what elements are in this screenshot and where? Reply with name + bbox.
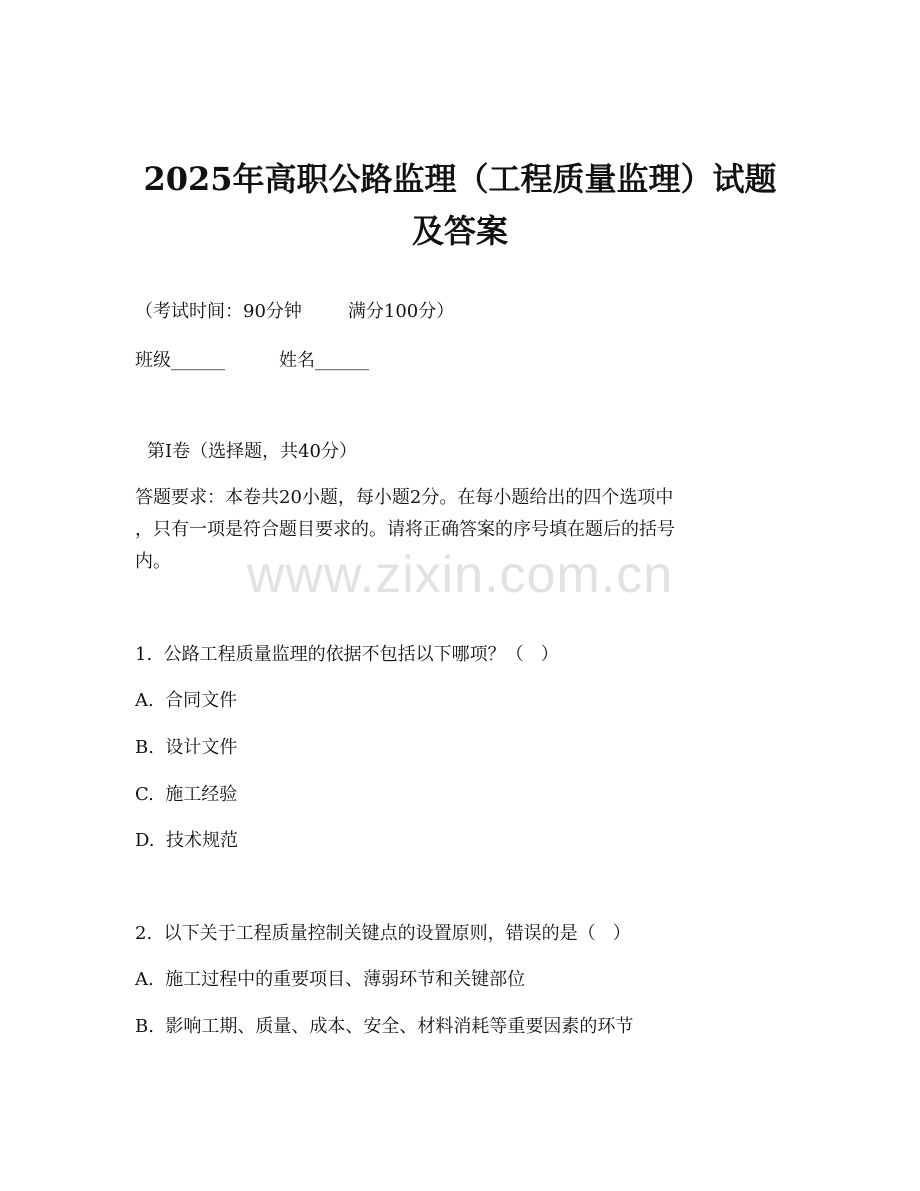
document-title-line1: 2025年高职公路监理（工程质量监理）试题 — [143, 160, 777, 198]
document-title-line2: 及答案 — [411, 212, 508, 250]
question-2-stem: 2. 以下关于工程质量控制关键点的设置原则，错误的是（ ） — [135, 923, 631, 944]
name-field: 姓名______ — [279, 350, 369, 371]
question-2-option-a: A. 施工过程中的重要项目、薄弱环节和关键部位 — [135, 969, 526, 990]
section-heading: 第Ⅰ卷（选择题，共40分） — [147, 441, 358, 462]
exam-info — [135, 298, 454, 326]
instruction-line-3: 内。 — [135, 551, 171, 572]
question-1-option-d: D. 技术规范 — [135, 830, 238, 851]
question-1-option-a: A. 合同文件 — [135, 690, 238, 711]
instruction-line-2: ，只有一项是符合题目要求的。请将正确答案的序号填在题后的括号 — [135, 519, 675, 540]
class-field: 班级______ — [135, 350, 225, 371]
instruction-line-1: 答题要求：本卷共20小题，每小题2分。在每小题给出的四个选项中 — [135, 487, 674, 508]
watermark: www.zixin.com.cn — [246, 546, 674, 604]
question-1-stem: 1. 公路工程质量监理的依据不包括以下哪项？（ ） — [135, 644, 559, 665]
question-2-option-b: B. 影响工期、质量、成本、安全、材料消耗等重要因素的环节 — [135, 1016, 634, 1037]
exam-score: 满分100分） — [347, 301, 455, 322]
question-1-option-b: B. 设计文件 — [135, 737, 238, 758]
exam-time: （考试时间：90分钟 — [135, 301, 302, 322]
student-info — [135, 347, 369, 375]
question-1-option-c: C. 施工经验 — [135, 784, 238, 805]
